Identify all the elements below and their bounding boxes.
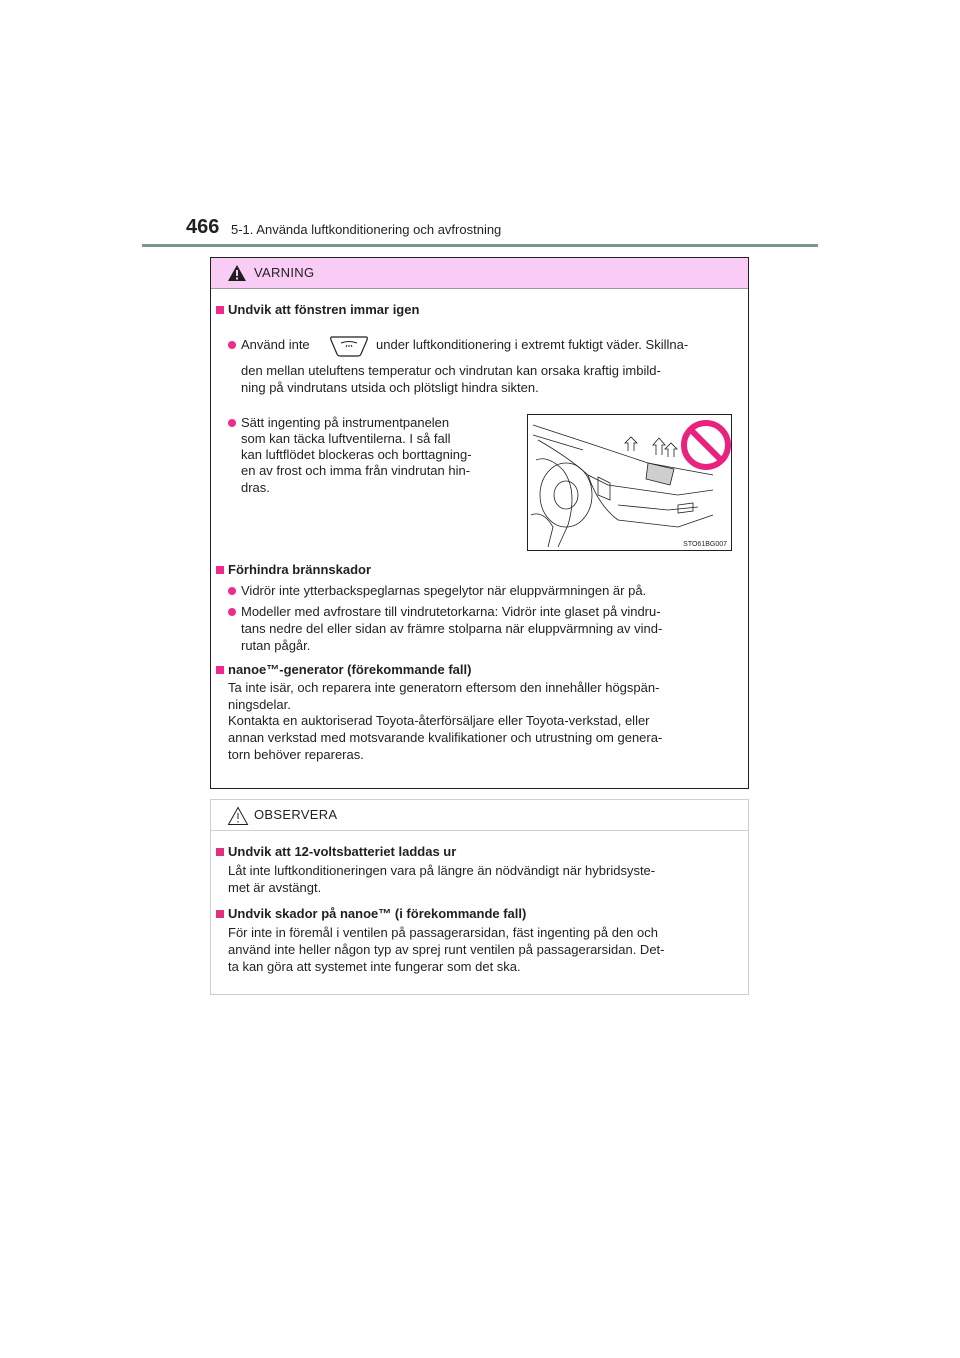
bullet-text: dras. — [241, 480, 270, 495]
body-text: använd inte heller någon typ av sprej runt ventilen på passagerarsidan. Det- — [228, 942, 665, 957]
page-number: 466 — [186, 216, 220, 238]
prohibition-icon — [684, 423, 728, 467]
notice-section-title: Undvik att 12-voltsbatteriet laddas ur — [228, 844, 457, 859]
bullet-text: tans nedre del eller sidan av främre stolparna när eluppvärmning av vind- — [241, 621, 663, 636]
dashboard-drawing — [528, 415, 731, 550]
body-text: ta kan göra att systemet inte fungerar som det ska. — [228, 959, 521, 974]
dashboard-illustration — [527, 414, 732, 551]
bullet-text: Vidrör inte ytterbackspeglarnas spegelytor när eluppvärmningen är på. — [241, 583, 647, 598]
notice-section-title: Undvik skador på nanoe™ (i förekommande fall) — [228, 906, 527, 921]
body-text: Låt inte luftkonditioneringen vara på längre än nödvändigt när hybridsyste- — [228, 863, 656, 878]
bullet-text: som kan täcka luftventilerna. I så fall — [241, 431, 451, 446]
warning-triangle-icon — [227, 264, 247, 282]
bullet-text: Använd inte — [241, 337, 310, 352]
bullet-text: en av frost och imma från vindrutan hin- — [241, 463, 471, 478]
warning-section-title: Förhindra brännskador — [228, 562, 372, 577]
illustration-code: STO61BG007 — [683, 541, 727, 548]
bullet-text: den mellan uteluftens temperatur och vindrutan kan orsaka kraftig imbild- — [241, 363, 661, 378]
body-text: Kontakta en auktoriserad Toyota-återförsäljare eller Toyota-verkstad, eller — [228, 713, 650, 728]
warning-section-title: nanoe™-generator (förekommande fall) — [228, 662, 472, 677]
body-text: met är avstängt. — [228, 880, 322, 895]
body-text: Ta inte isär, och reparera inte generatorn eftersom den innehåller högspän- — [228, 680, 660, 695]
body-text: torn behöver repareras. — [228, 747, 364, 762]
bullet-dot — [228, 341, 236, 349]
warning-section-title: Undvik att fönstren immar igen — [228, 302, 420, 317]
bullet-dot — [228, 419, 236, 427]
bullet-text: Modeller med avfrostare till vindrutetorkarna: Vidrör inte glaset på vindru- — [241, 604, 661, 619]
bullet-dot — [228, 608, 236, 616]
section-marker — [216, 306, 224, 314]
section-title: 5-1. Använda luftkonditionering och avfrostning — [231, 222, 502, 237]
header-rule — [142, 244, 818, 247]
body-text: ningsdelar. — [228, 697, 291, 712]
bullet-text: kan luftflödet blockeras och borttagning- — [241, 447, 472, 462]
bullet-text: under luftkonditionering i extremt fuktigt väder. Skillna- — [376, 337, 689, 352]
section-marker — [216, 848, 224, 856]
bullet-dot — [228, 587, 236, 595]
section-marker — [216, 666, 224, 674]
section-marker — [216, 910, 224, 918]
notice-header — [211, 800, 748, 831]
notice-label: OBSERVERA — [254, 807, 338, 822]
bullet-text: Sätt ingenting på instrumentpanelen — [241, 415, 450, 430]
warning-box — [210, 257, 749, 789]
caution-triangle-outline-icon — [227, 806, 249, 826]
bullet-text: rutan pågår. — [241, 638, 311, 653]
body-text: För inte in föremål i ventilen på passagerarsidan, fäst ingenting på den och — [228, 925, 658, 940]
section-marker — [216, 566, 224, 574]
bullet-text: ning på vindrutans utsida och plötsligt hindra sikten. — [241, 380, 539, 395]
body-text: annan verkstad med motsvarande kvalifikationer och utrustning om genera- — [228, 730, 663, 745]
notice-box — [210, 799, 749, 995]
warning-label: VARNING — [254, 265, 315, 280]
windshield-defogger-button-icon — [329, 335, 369, 357]
warning-header — [211, 258, 748, 289]
